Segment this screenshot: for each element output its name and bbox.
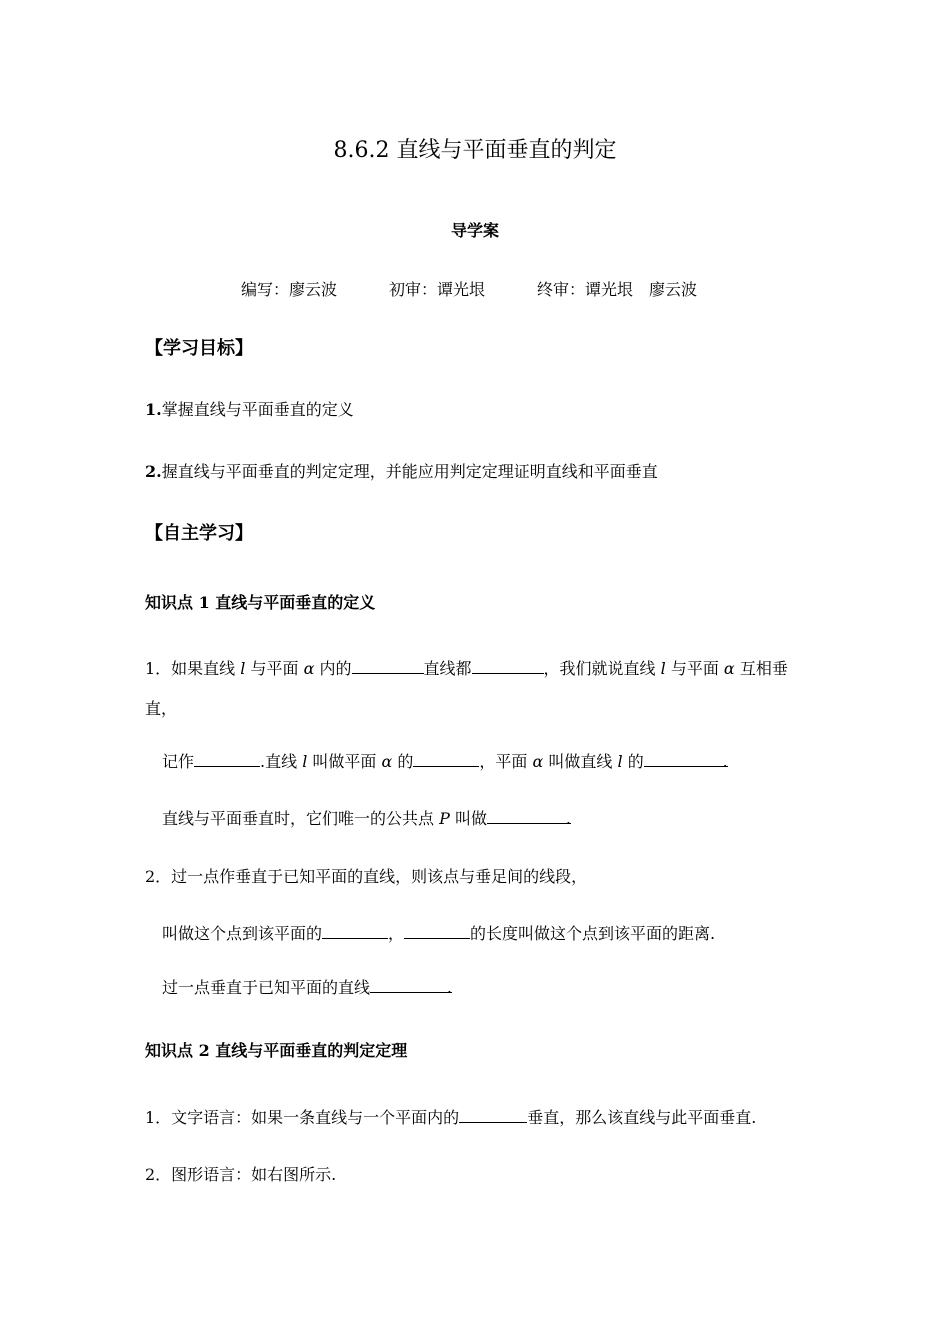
goal-2-text: 握直线与平面垂直的判定定理，并能应用判定定理证明直线和平面垂直	[161, 462, 658, 481]
self-study-heading: 【自主学习】	[145, 523, 253, 544]
kp2-line-2: 2．图形语言：如右图所示.	[145, 1165, 337, 1184]
goal-2-number: 2.	[145, 462, 162, 481]
kp1-l2-text-e: ，平面	[479, 752, 533, 771]
fill-blank[interactable]	[322, 923, 388, 939]
kp1-line-2	[162, 751, 728, 773]
kp1-l5-text-a: 叫做这个点到该平面的	[162, 924, 323, 943]
kp1-l2-text-c: 叫做平面	[307, 752, 382, 771]
period-mark: .	[722, 752, 728, 771]
kp1-l3-text-b: 叫做	[449, 809, 487, 828]
var-alpha: α	[532, 752, 544, 771]
fill-blank[interactable]	[487, 808, 571, 828]
kp1-l1-text-f: 与平面	[665, 659, 724, 678]
fill-blank[interactable]	[459, 1107, 527, 1123]
kp1-line-5	[162, 923, 715, 945]
goals-heading: 【学习目标】	[145, 338, 253, 359]
kp1-l1-text-d: 直线都	[423, 659, 472, 678]
kp1-l5-text-b: ，	[388, 924, 405, 943]
kp1-l1-text-g: 互相垂	[734, 659, 788, 678]
fill-blank[interactable]	[644, 751, 728, 771]
var-alpha: α	[381, 752, 393, 771]
period-mark: .	[565, 809, 571, 828]
author-credit: 编写：廖云波	[241, 280, 338, 299]
kp1-line-6	[162, 977, 452, 999]
var-alpha: α	[303, 659, 315, 678]
goal-1-number: 1.	[145, 400, 162, 419]
document-title: 8.6.2 直线与平面垂直的判定	[333, 138, 617, 163]
kp1-line-4: 2．过一点作垂直于已知平面的直线，则该点与垂足间的线段，	[145, 867, 588, 886]
goal-item-2	[145, 461, 658, 483]
var-l: l	[240, 659, 246, 678]
kp1-line-1-wrap: 直，	[145, 699, 178, 718]
review1-credit: 初审：谭光垠	[389, 280, 486, 299]
kp1-l2-text-d: 的	[392, 752, 414, 771]
kp1-l1-text-a: 1．如果直线	[145, 659, 241, 678]
goal-1-text: 掌握直线与平面垂直的定义	[161, 400, 354, 419]
kp1-l2-text-a: 记作	[162, 752, 195, 771]
knowledge-point-2-title: 知识点 2 直线与平面垂直的判定定理	[145, 1041, 408, 1060]
var-alpha: α	[723, 659, 735, 678]
period-mark: .	[446, 978, 453, 997]
var-p: P	[439, 809, 450, 828]
kp1-l1-text-c: 内的	[314, 659, 352, 678]
kp1-l2-text-f: 叫做直线	[543, 752, 618, 771]
var-l: l	[660, 659, 666, 678]
kp1-l5-text-c: 的长度叫做这个点到该平面的距离.	[470, 924, 716, 943]
kp1-l1-text-e: ，我们就说直线	[543, 659, 661, 678]
fill-blank[interactable]	[370, 977, 453, 997]
knowledge-point-1-title: 知识点 1 直线与平面垂直的定义	[145, 593, 376, 612]
fill-blank[interactable]	[194, 751, 260, 767]
goal-item-1	[145, 399, 354, 421]
kp2-l1-text-a: 1．文字语言：如果一条直线与一个平面内的	[145, 1108, 460, 1127]
fill-blank[interactable]	[404, 923, 470, 939]
document-subtitle: 导学案	[450, 221, 499, 240]
var-l: l	[617, 752, 623, 771]
kp1-l2-text-g: 的	[622, 752, 644, 771]
review2-credit: 终审：谭光垠 廖云波	[537, 280, 698, 299]
kp2-l1-text-b: 垂直，那么该直线与此平面垂直.	[527, 1108, 757, 1127]
credits-line	[241, 279, 697, 301]
kp1-l3-text-a: 直线与平面垂直时，它们唯一的公共点	[162, 809, 440, 828]
kp1-l2-text-b: .直线	[260, 752, 303, 771]
kp1-line-1	[145, 658, 788, 680]
fill-blank[interactable]	[413, 751, 479, 767]
var-l: l	[302, 752, 308, 771]
kp2-line-1	[145, 1107, 756, 1129]
kp1-l6-text-a: 过一点垂直于已知平面的直线	[162, 978, 371, 997]
fill-blank[interactable]	[472, 658, 544, 674]
fill-blank[interactable]	[352, 658, 424, 674]
kp1-l1-text-b: 与平面	[245, 659, 304, 678]
kp1-line-3	[162, 808, 571, 830]
